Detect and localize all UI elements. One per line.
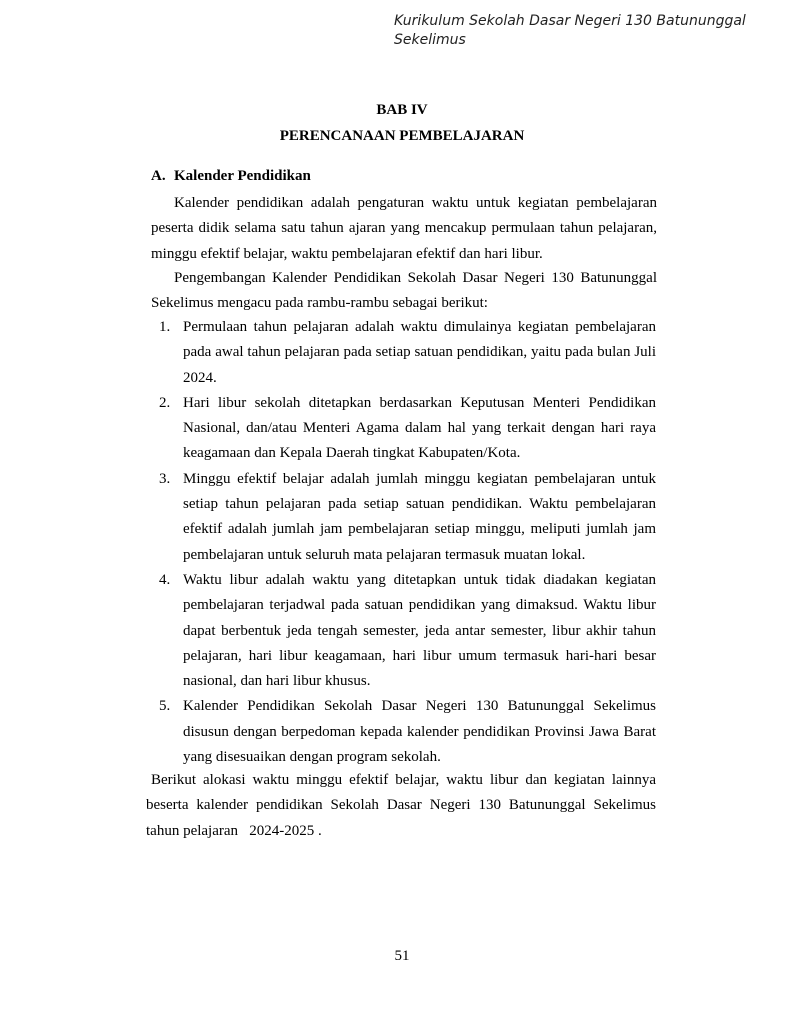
chapter-number: BAB IV: [376, 102, 428, 118]
guideline-list: [159, 315, 656, 770]
list-item-number: 5.: [159, 698, 171, 715]
section-letter: A.: [151, 168, 166, 184]
section-title: Kalender Pendidikan: [174, 168, 311, 184]
list-item: [159, 694, 656, 770]
list-item-text: Permulaan tahun pelajaran adalah waktu dimulainya kegiatan pembelajaran pada awal tahun pelajaran pada setiap satuan pendidikan, yaitu pada bulan Juli 2024.: [183, 319, 656, 386]
chapter-title: PERENCANAAN PEMBELAJARAN: [279, 128, 525, 144]
list-item-number: 2.: [159, 394, 171, 411]
paragraph-definition: Kalender pendidikan adalah pengaturan waktu untuk kegiatan pembelajaran peserta didik selama satu tahun ajaran yang mencakup permulaan tahun pelajaran, minggu efektif belajar, waktu pembelajaran efektif dan hari libur.: [151, 195, 657, 262]
paragraph-development: Pengembangan Kalender Pendidikan Sekolah Dasar Negeri 130 Batununggal Sekelimus mengacu pada rambu-rambu sebagai berikut:: [151, 270, 657, 312]
list-item-number: 4.: [159, 571, 171, 588]
list-item: [159, 315, 656, 391]
section-heading: [151, 168, 311, 185]
list-item-text: Minggu efektif belajar adalah jumlah minggu kegiatan pembelajaran untuk setiap tahun pelajaran pada setiap satuan pendidikan. Waktu pembelajaran efektif adalah jumlah jam pembelajaran setiap minggu, meliputi jumlah jam pembelajaran untuk seluruh mata pelajaran termasuk muatan lokal.: [183, 470, 656, 563]
list-item-text: Hari libur sekolah ditetapkan berdasarkan Keputusan Menteri Pendidikan Nasional, dan/atau Menteri Agama dalam hal yang terkait dengan hari raya keagamaan dan Kepala Daerah tingkat Kabupaten/Kota.: [183, 394, 656, 462]
running-header: Kurikulum Sekolah Dasar Negeri 130 Batununggal Sekelimus: [394, 13, 746, 48]
list-item-text: Waktu libur adalah waktu yang ditetapkan untuk tidak diadakan kegiatan pembelajaran terjadwal pada satuan pendidikan yang dimaksud. Waktu libur dapat berbentuk jeda tengah semester, jeda antar semester, libur akhir tahun pelajaran, hari libur keagamaan, hari libur umum termasuk hari-hari besar nasional, dan hari libur khusus.: [183, 571, 656, 690]
list-item-number: 1.: [159, 319, 171, 335]
list-item: [159, 568, 656, 694]
page-number: 51: [394, 948, 410, 964]
list-item: [159, 467, 656, 568]
list-item-text: Kalender Pendidikan Sekolah Dasar Negeri 130 Batununggal Sekelimus disusun dengan berpedoman kepada kalender pendidikan Provinsi Jawa Barat yang disesuaikan dengan program sekolah.: [183, 698, 656, 766]
list-item-number: 3.: [159, 470, 171, 487]
list-item: [159, 391, 656, 467]
paragraph-allocation: Berikut alokasi waktu minggu efektif belajar, waktu libur dan kegiatan lainnya beserta kalender pendidikan Sekolah Dasar Negeri 130 Batununggal Sekelimus tahun pelajaran 2024-2025 .: [146, 772, 656, 839]
